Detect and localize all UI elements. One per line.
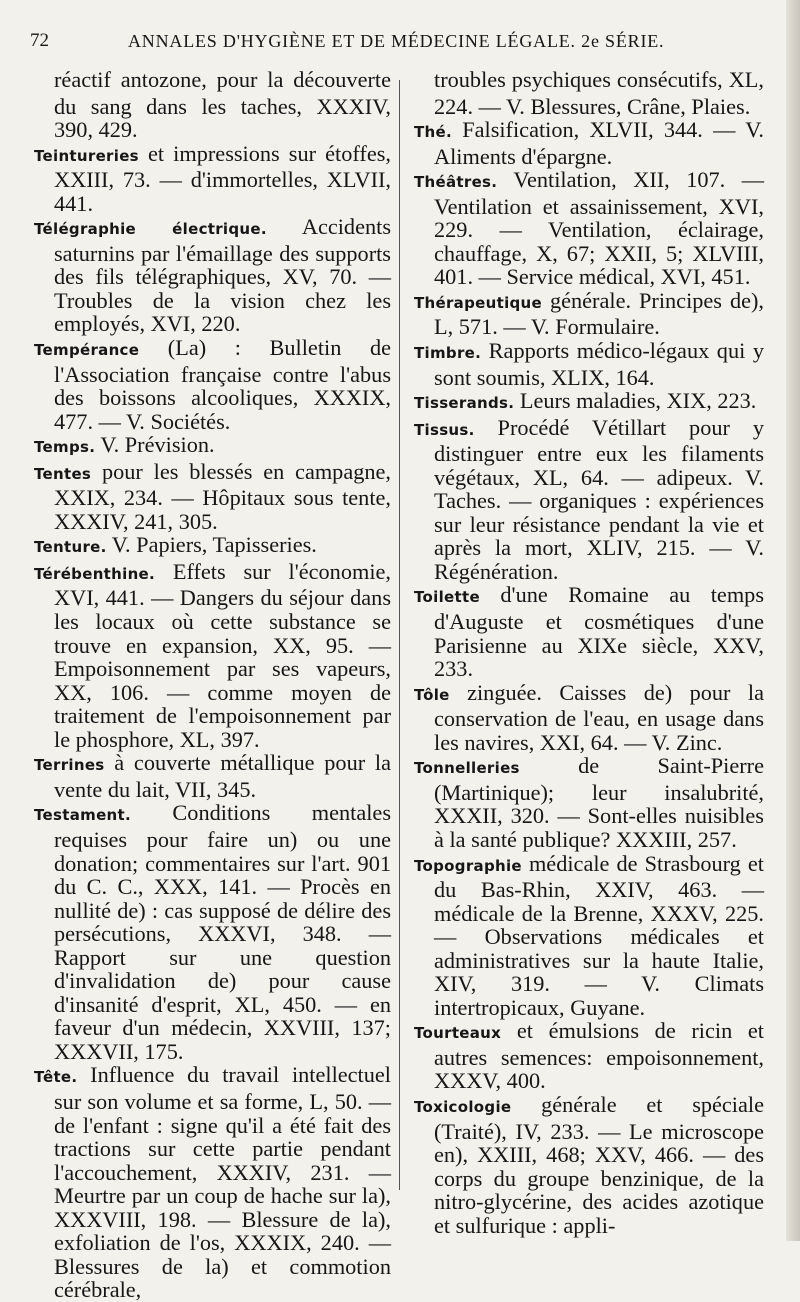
index-entry [34, 460, 391, 534]
index-entry [414, 118, 764, 168]
entry-text: réactif antozone, pour la découverte du sang dans les taches, XXXIV, 390, 429. [54, 67, 391, 143]
index-entry [34, 1063, 391, 1301]
entry-term: Temps. [34, 438, 96, 457]
index-entry [414, 289, 764, 339]
entry-term: Tenture. [34, 538, 107, 557]
entry-text: (La) : Bulletin de l'Association française contre l'abus des boissons alcooliques, XXXIX, 477. — V. Sociétés. [54, 335, 391, 434]
entry-text: V. Papiers, Tapisseries. [106, 532, 317, 558]
entry-text: pour les blessés en campagne, XXIX, 234. — Hôpitaux sous tente, XXXIV, 241, 305. [54, 458, 391, 534]
entry-text: générale et spéciale (Traité), IV, 233. — Le microscope en), XXIII, 468; XXV, 466. — des corps du groupe benzinique, de la nitro-glycérine, des acides azotique et sulfurique : appli- [434, 1091, 764, 1238]
entry-term: Télégraphie électrique. [34, 220, 267, 239]
index-entry [34, 751, 391, 801]
entry-text: Accidents saturnins par l'émaillage des supports des fils télégraphiques, XV, 70. — Troubles de la vision chez les employés, XVI, 220. [54, 214, 391, 337]
entry-text: à couverte métallique pour la vente du lait, VII, 345. [54, 750, 391, 802]
entry-text: de Saint-Pierre (Martinique); leur insalubrité, XXXII, 320. — Sont-elles nuisibles à la santé publique? XXXIII, 257. [434, 753, 764, 852]
index-entry [414, 1093, 764, 1237]
entry-term: Terrines [34, 756, 105, 775]
left-column [34, 68, 391, 1302]
entry-text: Rapports médico-légaux qui y sont soumis, XLIX, 164. [434, 338, 764, 390]
entry-text: V. Prévision. [95, 432, 215, 458]
right-column [414, 68, 764, 1237]
entry-text: et impressions sur étoffes, XXIII, 73. — d'immortelles, XLVII, 441. [54, 140, 391, 216]
page-edge-shadow [786, 0, 800, 1241]
index-entry [34, 336, 391, 433]
column-divider [399, 80, 400, 1190]
entry-text: et émulsions de ricin et autres semences: empoisonnement, XXXV, 400. [434, 1018, 764, 1094]
entry-text: Conditions mentales requises pour faire un) ou une donation; commentaires sur l'art. 901 du C. C., XXX, 141. — Procès en nullité de) : cas supposé de délire des persécutions, XXXVI, 348. — Rapport sur une question d'invalidation de) pour cause d'insanité d'esprit, XL, 450. — en faveur d'un médecin, XXVIII, 137; XXXVII, 175. [54, 800, 391, 1064]
entry-text: Effets sur l'économie, XVI, 441. — Dangers du séjour dans les locaux où cette substance se trouve en expansion, XX, 95. — Empoisonnement par ses vapeurs, XX, 106. — comme moyen de traitement de l'empoisonnement par le phosphore, XL, 397. [54, 558, 391, 752]
entry-text: d'une Romaine au temps d'Auguste et cosmétiques d'une Parisienne au XIXe siècle, XXV, 233. [434, 582, 764, 682]
entry-text: générale. Principes de), L, 571. — V. Formulaire. [434, 287, 764, 340]
entry-text: médicale de Strasbourg et du Bas-Rhin, XXIV, 463. — médicale de la Brenne, XXXV, 225. — Observations médicales et administratives sur la haute Italie, XIV, 319. — V. Climats intertropicaux, Guyane. [434, 850, 764, 1020]
entry-term: Timbre. [414, 344, 482, 363]
entry-text: Leurs maladies, XIX, 223. [514, 388, 757, 414]
index-entry [414, 754, 764, 851]
entry-text: Ventilation, XII, 107. — Ventilation et assainissement, XVI, 229. — Ventilation, éclairage, chauffage, X, 67; XXII, 5; XLVIII, 401. — Service médical, XVI, 451. [434, 167, 764, 290]
entry-term: Tête. [34, 1068, 78, 1087]
entry-term: Théâtres. [414, 173, 498, 192]
page-header [30, 30, 760, 60]
index-entry [414, 681, 764, 755]
index-entry [34, 215, 391, 336]
entry-term: Tentes [34, 464, 92, 483]
running-head: ANNALES D'HYGIÈNE ET DE MÉDECINE LÉGALE. 2e SÉRIE. [128, 31, 665, 51]
entry-term: Teintureries [34, 146, 139, 165]
index-entry [414, 1019, 764, 1093]
index-entry [34, 801, 391, 1063]
index-entry [34, 433, 391, 460]
index-entry [414, 168, 764, 289]
entry-term: Toxicologie [414, 1097, 512, 1116]
entry-term: Tonnelleries [414, 759, 520, 778]
entry-term: Tôle [414, 685, 450, 704]
entry-term: Térébenthine. [34, 564, 156, 583]
entry-term: Tissus. [414, 420, 475, 439]
index-entry [34, 68, 391, 142]
entry-term: Thérapeutique [414, 293, 542, 312]
index-entry [414, 389, 764, 416]
entry-text: Influence du travail intellectuel sur son volume et sa forme, L, 50. — de l'enfant : signe qu'il a été fait des tractions sur cette partie pendant l'accouchement, XXXIV, 231. — Meurtre par un coup de hache sur la), XXXVIII, 198. — Blessure de la), exfoliation de l'os, XXXIX, 240. — Blessures de la) et commotion cérébrale, [54, 1062, 391, 1302]
entry-term: Topographie [414, 856, 522, 875]
index-entry [414, 416, 764, 584]
entry-text: zinguée. Caisses de) pour la conservation de l'eau, en usage dans les navires, XXI, 64. — V. Zinc. [434, 679, 764, 755]
index-entry [34, 560, 391, 751]
entry-text: troubles psychiques consécutifs, XL, 224. — V. Blessures, Crâne, Plaies. [434, 67, 764, 119]
entry-term: Testament. [34, 806, 131, 825]
entry-term: Toilette [414, 588, 480, 607]
entry-term: Tisserands. [414, 394, 515, 413]
index-entry [34, 533, 391, 560]
entry-text: Falsification, XLVII, 344. — V. Aliments d'épargne. [434, 117, 764, 169]
index-entry [414, 852, 764, 1020]
entry-term: Tempérance [34, 341, 140, 360]
index-entry [414, 583, 764, 680]
index-entry [414, 68, 764, 118]
entry-term: Thé. [414, 123, 452, 142]
entry-term: Tourteaux [414, 1024, 502, 1043]
page-number: 72 [30, 30, 49, 51]
entry-text: Procédé Vétillart pour y distinguer entre eux les filaments végétaux, XL, 64. — adipeux. V. Taches. — organiques : expériences sur leur résistance pendant la vie et après la mort, XLIV, 215. — V. Régénération. [434, 414, 764, 584]
index-entry [34, 142, 391, 216]
index-entry [414, 339, 764, 389]
